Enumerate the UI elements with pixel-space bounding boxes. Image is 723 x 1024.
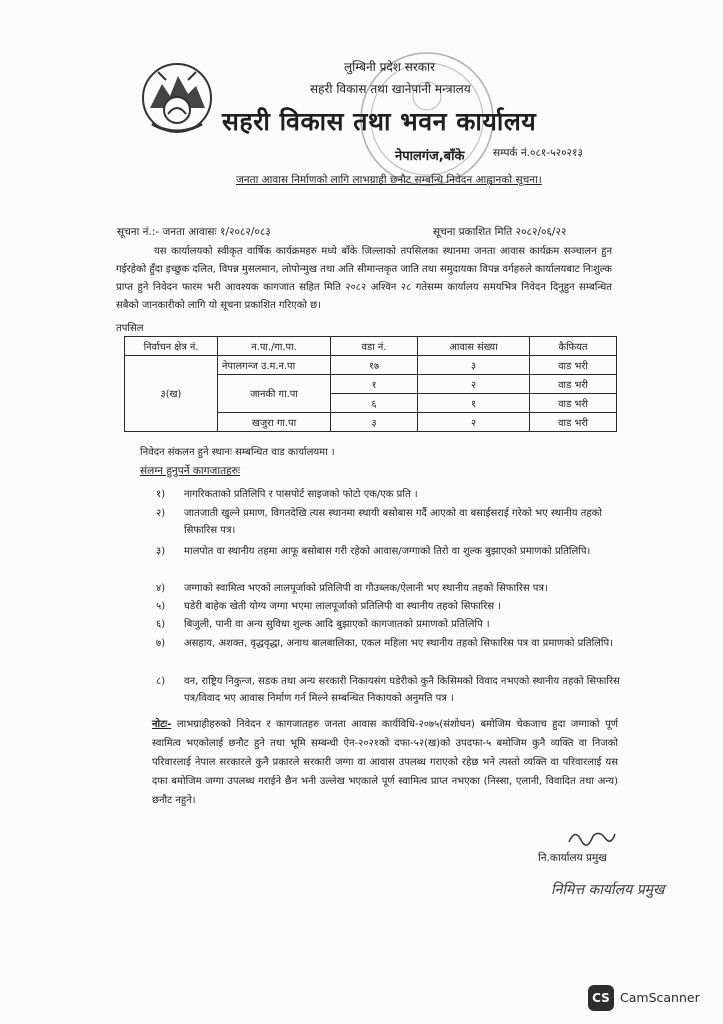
- document-text: बिजुली, पानी वा अन्य सुविधा शुल्क आदि बुझाएको कागजातको प्रमाणको प्रतिलिपि ।: [184, 619, 490, 630]
- document-number: ५): [156, 601, 166, 612]
- remarks-cell: वाड भरी: [530, 375, 617, 394]
- office-title: सहरी विकास तथा भवन कार्यालय: [222, 107, 537, 136]
- houses-cell: १: [418, 394, 530, 413]
- application-place: निवेदन संकलन हुने स्थानः सम्बन्धित वाड कार्यालयमा ।: [140, 447, 335, 458]
- housing-table: [124, 336, 617, 432]
- document-number: ६): [156, 619, 166, 630]
- remarks-cell: वाड भरी: [530, 413, 617, 432]
- table-row: [125, 356, 617, 375]
- header-municipality: न.पा./गा.पा.: [218, 337, 331, 356]
- note-paragraph: [152, 715, 618, 810]
- ward-cell: ३: [331, 413, 418, 432]
- camscanner-watermark: CamScanner: [620, 990, 700, 1005]
- published-date: सूचना प्रकाशित मिति २०८२/०६/२२: [433, 226, 567, 238]
- handwritten-title: निमित्त कार्यालय प्रमुख: [551, 882, 665, 898]
- table-header-row: [125, 337, 617, 356]
- note-text: लाभग्राहीहरुको निवेदन र कागजातहरु जनता आवास कार्यविधि-२०७५(संशोधन) बमोजिम चेकजाच हुदा जग्गाको पूर्ण स्वामित्व भएकोलाई छनौट हुने तथा भूमि सम्बन्धी ऐन-२०२१को दफा-५२(ख)को उपदफा-५ बमोजिम कुनै व्यक्ति वा निजको परिवारलाई नेपाल सरकारले कुनै प्रकारले सरकारी जग्गा वा आवास उपलब्ध गराएको रहेछ भने त्यस्तो व्यक्ति वा परिवारलाई यस दफा बमोजिम जग्गा उपलब्ध गराईने छैन भनी उल्लेख भएकाले पूर्ण स्वामित्व प्राप्त नभएका (निस्सा, एलानी, विवादित तथा अन्य) छनौट नहुने।: [152, 719, 618, 806]
- office-location: नेपालगंज,बाँके: [395, 149, 465, 164]
- document-number: ७): [156, 638, 166, 649]
- remarks-cell: वाड भरी: [530, 394, 617, 413]
- header-constituency: निर्वाचन क्षेत्र नं.: [125, 337, 218, 356]
- document-number: ४): [156, 583, 166, 594]
- houses-cell: ३: [418, 356, 530, 375]
- contact-number: सम्पर्क नं.०८१-५२०२१३: [493, 147, 583, 159]
- document-text: घडेरी बाहेक खेती योग्य जग्गा भएमा लालपूर्जाको प्रतिलिपी वा स्थानीय तहको सिफारिस ।: [184, 601, 502, 612]
- remarks-cell: वाड भरी: [530, 356, 617, 375]
- intro-paragraph: यस कार्यालयको स्वीकृत वार्षिक कार्यक्रमहरु मध्ये बाँके जिल्लाको तपसिलका स्थानमा जनता आवास कार्यक्रम सञ्चालन हुन गईरहेको हुँदा इच्छुक दलित, विपन्न मुसलमान, लोपोन्मुख तथा अति सीमान्तकृत जाति तथा समुदायका विपन्न वर्गहरुले कार्यालयबाट निःशुल्क प्राप्त हुने निवेदन फारम भरी आवश्यक कागजात सहित मिति २०८२ अश्विन २८ गतेसम्म कार्यालय समयभित्र निवेदन दिनुहुन सम्बन्धित सबैको जानकारीको लागि यो सूचना प्रकाशित गरिएको छ।: [116, 246, 612, 311]
- document-text: असहाय, अशक्त, वृद्धवृद्धा, अनाथ बालबालिका, एकल महिला भए स्थानीय तहको सिफारिस पत्र वा प्रमाणको प्रतिलिपि।: [184, 638, 613, 649]
- notice-number: सूचना नं.:- जनता आवासः १/२०८२/०८३: [117, 226, 271, 238]
- document-number: ८): [156, 676, 166, 687]
- document-number: २): [156, 508, 166, 519]
- houses-cell: २: [418, 413, 530, 432]
- document-text: वन, राष्ट्रिय निकुन्ज, सडक तथा अन्य सरकारी निकायसंग घडेरीको कुनै किसिमको विवाद नभएको स्थानीय तहको सिफारिस पत्र/विवाद भए आवास निर्माण गर्न मिल्ने सम्बन्धित निकायको अनुमति पत्र ।: [184, 676, 620, 704]
- ministry-name: सहरी विकास तथा खानेपानी मन्त्रालय: [310, 82, 471, 96]
- document-text: जग्गाको स्वामित्व भएको लालपूर्जाको प्रतिलिपी वा गौउब्लक/ऐलानी भए स्थानीय तहको सिफारिस पत्र।: [184, 583, 548, 594]
- houses-cell: २: [418, 375, 530, 394]
- notice-subject: जनता आवास निर्माणको लागि लाभग्राही छनौट सम्बन्धि निवेदन आह्वानको सूचना।: [236, 174, 542, 186]
- note-label: नोटः-: [152, 719, 172, 730]
- government-emblem-icon: [138, 58, 216, 136]
- municipality-cell: खजुरा गा.पा: [218, 413, 331, 432]
- ward-cell: ६: [331, 394, 418, 413]
- header-houses: आवास संख्या: [418, 337, 530, 356]
- document-text: जातजाती खुल्ने प्रमाण, विगतदेखि त्यस स्थानमा स्थायी बसोबास गर्दै आएको वा बसाईसराई गरेको भए स्थानीय तहको सिफारिस पत्र।: [184, 508, 602, 536]
- ward-cell: १७: [331, 356, 418, 375]
- document-number: १): [156, 489, 166, 500]
- municipality-cell: जानकी गा.पा: [218, 375, 331, 413]
- document-text: नागरिकताको प्रतिलिपि र पासपोर्ट साइजको फोटो एक/एक प्रति ।: [184, 489, 418, 500]
- header-remarks: कैफियत: [530, 337, 617, 356]
- municipality-cell: नेपालगन्ज उ.म.न.पा: [218, 356, 331, 375]
- details-label: तपसिल: [116, 323, 144, 334]
- document-number: ३): [156, 546, 166, 557]
- document-text: मालपोत वा स्थानीय तहमा आफू बसोबास गरी रहेको आवास/जग्गाको तिरो वा शुल्क बुझाएको प्रमाणको प्रतिलिपि।: [184, 546, 591, 557]
- signature-mark-icon: [567, 826, 617, 848]
- signatory-title: नि.कार्यालय प्रमुख: [538, 852, 607, 864]
- documents-title: संलग्न हुनुपर्ने कागजातहरुः: [140, 465, 241, 477]
- camscanner-logo-icon: CS: [588, 985, 614, 1011]
- government-name: लुम्बिनी प्रदेश सरकार: [344, 60, 436, 74]
- ward-cell: १: [331, 375, 418, 394]
- header-ward: वडा नं.: [331, 337, 418, 356]
- constituency-cell: ३(ख): [125, 356, 218, 432]
